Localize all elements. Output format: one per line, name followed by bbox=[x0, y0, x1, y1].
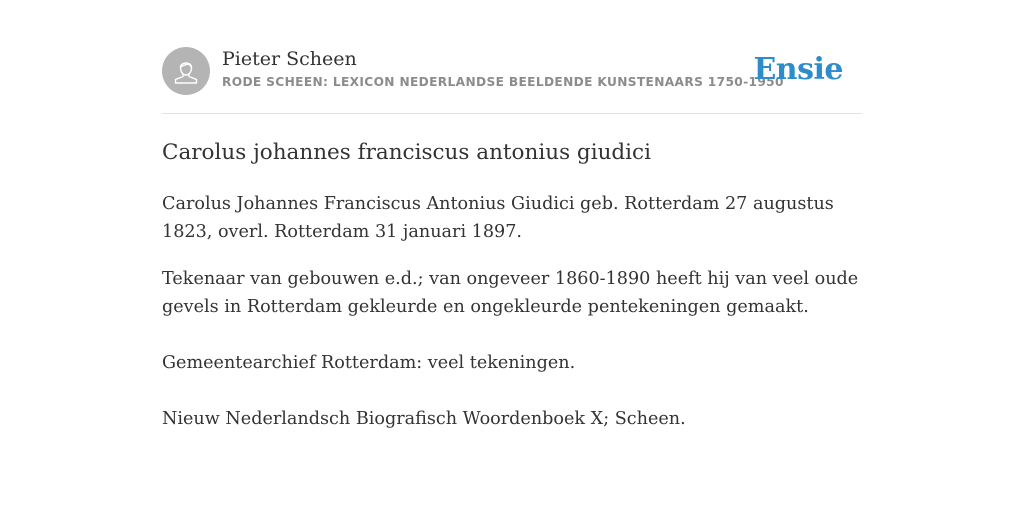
entry-paragraph-biography: Carolus Johannes Franciscus Antonius Giudici geb. Rotterdam 27 augustus 1823, overl. Rotterdam 31 januari 1897. bbox=[162, 194, 834, 242]
source-title[interactable]: RODE SCHEEN: LEXICON NEDERLANDSE BEELDENDE KUNSTENAARS 1750-1950 bbox=[222, 75, 784, 89]
user-icon bbox=[162, 47, 210, 95]
entry-card bbox=[162, 0, 862, 512]
entry-paragraph-literature: Nieuw Nederlandsch Biografisch Woordenboek X; Scheen. bbox=[162, 409, 686, 429]
entry-paragraph-archive: Gemeentearchief Rotterdam: veel tekeningen. bbox=[162, 353, 576, 373]
entry-header bbox=[162, 47, 862, 114]
avatar[interactable] bbox=[162, 47, 210, 95]
entry-paragraph-description: Tekenaar van gebouwen e.d.; van ongeveer 1860-1890 heeft hij van veel oude gevels in Rotterdam gekleurde en ongekleurde pentekeningen gemaakt. bbox=[162, 269, 859, 317]
ensie-logo[interactable]: Ensie bbox=[753, 52, 843, 87]
entry-title: Carolus johannes franciscus antonius giudici bbox=[162, 140, 651, 165]
author-name[interactable]: Pieter Scheen bbox=[222, 48, 357, 70]
